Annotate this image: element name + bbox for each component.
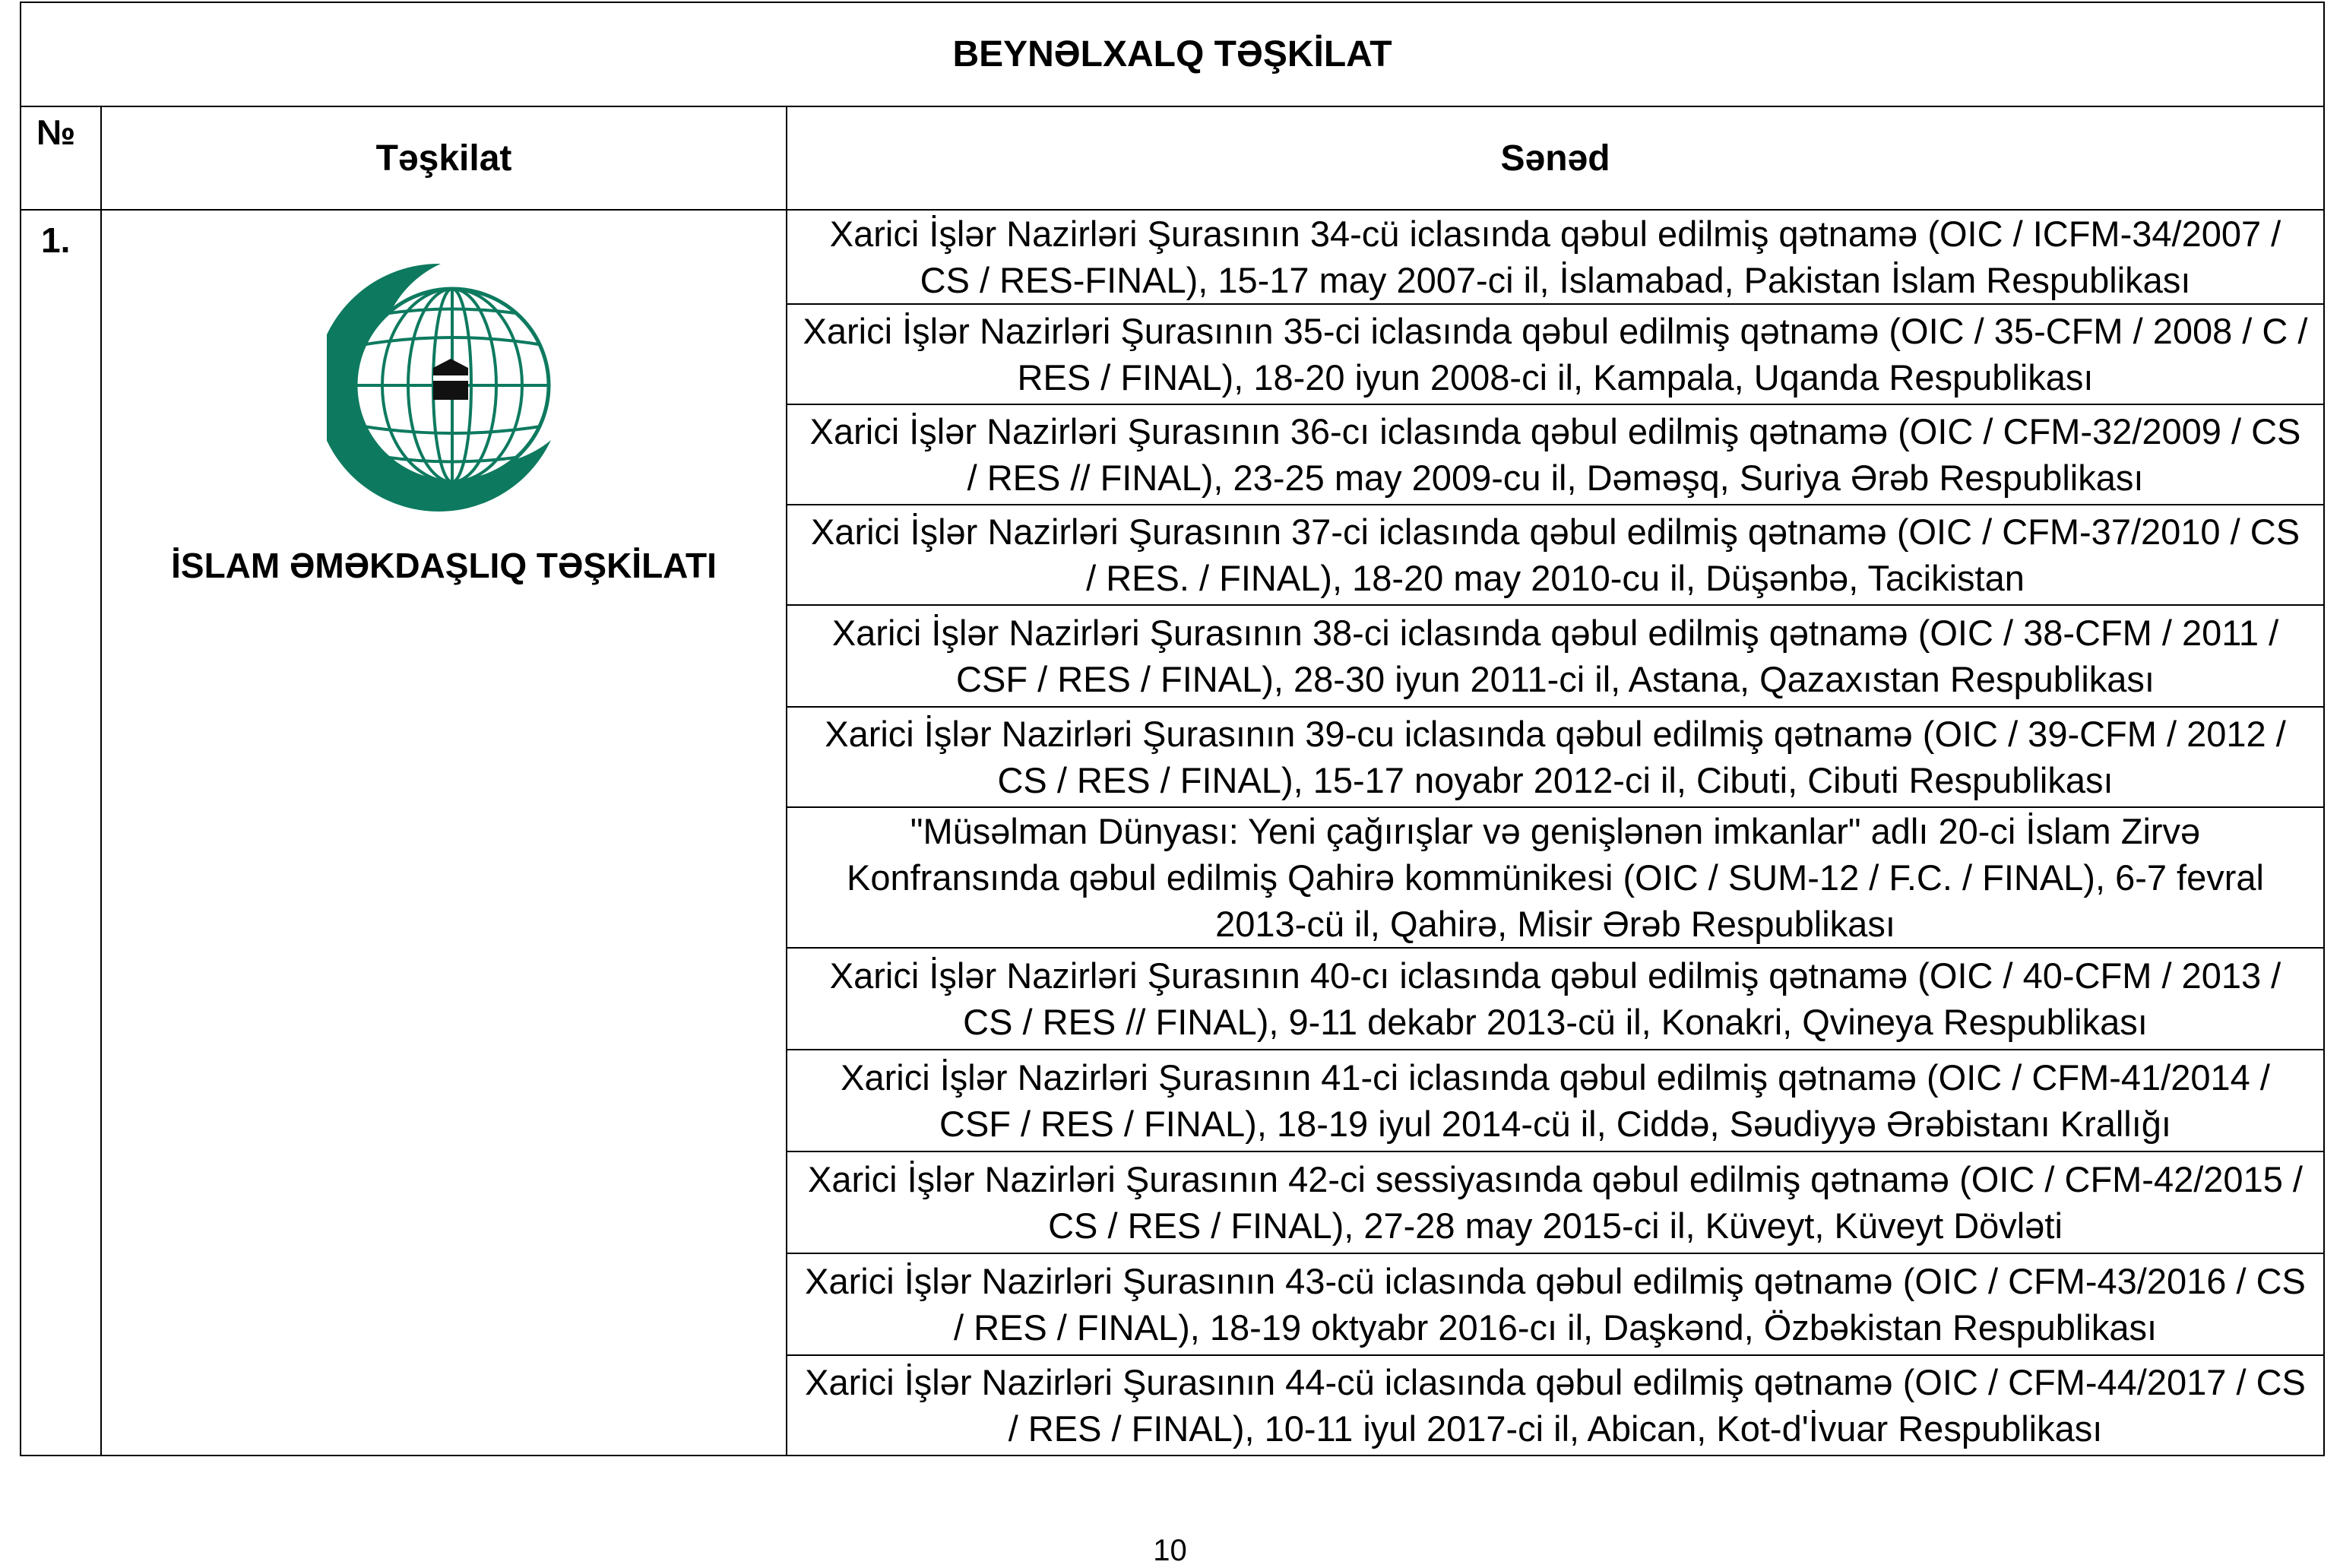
table-title-row	[21, 2, 2324, 106]
document-cell: Xarici İşlər Nazirləri Şurasının 44-cü iclasında qəbul edilmiş qətnamə (OIC / CFM-44/2017 / CS / RES / FINAL), 10-11 iyul 2017-ci il, Abican, Kot-d'İvuar Respublikası	[787, 1355, 2324, 1456]
document-cell: Xarici İşlər Nazirləri Şurasının 36-cı iclasında qəbul edilmiş qətnamə (OIC / CFM-32/2009 / CS / RES // FINAL), 23-25 may 2009-cu il, Dəməşq, Suriya Ərəb Respublikası	[787, 404, 2324, 505]
page-number: 10	[1153, 1534, 1187, 1567]
document-cell: Xarici İşlər Nazirləri Şurasının 42-ci sessiyasında qəbul edilmiş qətnamə (OIC / CFM-42/2015 / CS / RES / FINAL), 27-28 may 2015-ci il, Küveyt, Küveyt Dövləti	[787, 1151, 2324, 1253]
header-number: №	[21, 106, 101, 210]
header-document: Sənəd	[787, 106, 2324, 210]
organization-cell	[101, 210, 787, 1456]
row-number: 1.	[21, 210, 101, 1456]
document-cell: Xarici İşlər Nazirləri Şurasının 34-cü iclasında qəbul edilmiş qətnamə (OIC / ICFM-34/2007 / CS / RES-FINAL), 15-17 may 2007-ci il, İslamabad, Pakistan İslam Respublikası	[787, 210, 2324, 304]
document-cell: Xarici İşlər Nazirləri Şurasının 41-ci iclasında qəbul edilmiş qətnamə (OIC / CFM-41/2014 / CSF / RES / FINAL), 18-19 iyul 2014-cü il, Ciddə, Səudiyyə Ərəbistanı Krallığı	[787, 1050, 2324, 1151]
table-title: BEYNƏLXALQ TƏŞKİLAT	[21, 2, 2324, 106]
document-cell: "Müsəlman Dünyası: Yeni çağırışlar və genişlənən imkanlar" adlı 20-ci İslam Zirvə Konfransında qəbul edilmiş Qahirə kommünikesi (OIC / SUM-12 / F.C. / FINAL), 6-7 fevral 2013-cü il, Qahirə, Misir Ərəb Respublikası	[787, 807, 2324, 948]
document-cell: Xarici İşlər Nazirləri Şurasının 37-ci iclasında qəbul edilmiş qətnamə (OIC / CFM-37/2010 / CS / RES. / FINAL), 18-20 may 2010-cu il, Düşənbə, Tacikistan	[787, 505, 2324, 605]
document-cell: Xarici İşlər Nazirləri Şurasının 39-cu iclasında qəbul edilmiş qətnamə (OIC / 39-CFM / 2012 / CS / RES / FINAL), 15-17 noyabr 2012-ci il, Cibuti, Cibuti Respublikası	[787, 707, 2324, 807]
organizations-table	[20, 2, 2325, 1456]
document-cell: Xarici İşlər Nazirləri Şurasının 38-ci iclasında qəbul edilmiş qətnamə (OIC / 38-CFM / 2011 / CSF / RES / FINAL), 28-30 iyun 2011-ci il, Astana, Qazaxıstan Respublikası	[787, 605, 2324, 707]
document-cell: Xarici İşlər Nazirləri Şurasının 43-cü iclasında qəbul edilmiş qətnamə (OIC / CFM-43/2016 / CS / RES / FINAL), 18-19 oktyabr 2016-cı il, Daşkənd, Özbəkistan Respublikası	[787, 1253, 2324, 1355]
table-row	[21, 210, 2324, 304]
header-organization: Təşkilat	[101, 106, 787, 210]
document-cell: Xarici İşlər Nazirləri Şurasının 35-ci iclasında qəbul edilmiş qətnamə (OIC / 35-CFM / 2008 / C / RES / FINAL), 18-20 iyun 2008-ci il, Kampala, Uqanda Respublikası	[787, 304, 2324, 404]
document-cell: Xarici İşlər Nazirləri Şurasının 40-cı iclasında qəbul edilmiş qətnamə (OIC / 40-CFM / 2013 / CS / RES // FINAL), 9-11 dekabr 2013-cü il, Konakri, Qvineya Respublikası	[787, 948, 2324, 1050]
table-header-row	[21, 106, 2324, 210]
organization-name: İSLAM ƏMƏKDAŞLIQ TƏŞKİLATI	[171, 546, 717, 585]
oic-logo-icon	[327, 261, 555, 512]
